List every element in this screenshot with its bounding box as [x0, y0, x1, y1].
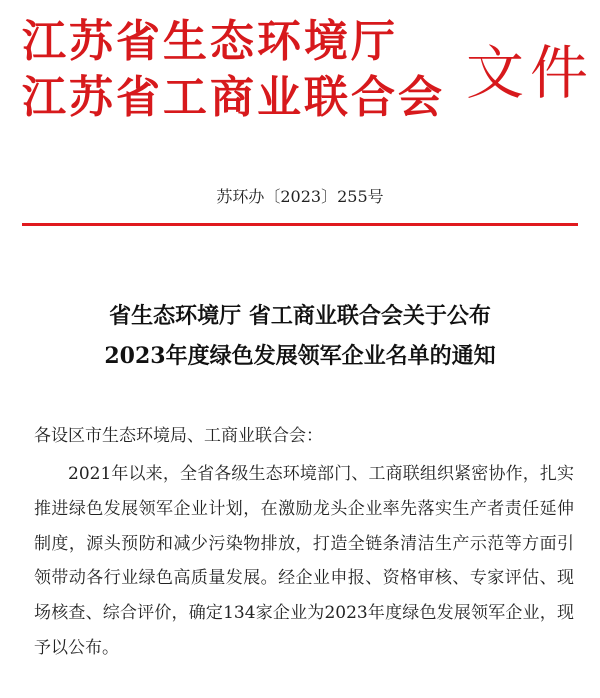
- document-word: 文件: [466, 39, 595, 107]
- salutation: 各设区市生态环境局、工商业联合会：: [34, 426, 323, 446]
- document-header: [22, 14, 595, 132]
- issuer-environment-dept: 江苏省生态环境厅: [22, 16, 398, 67]
- red-divider-line: [22, 223, 578, 226]
- document-number: 苏环办〔2023〕255号: [216, 187, 384, 206]
- issuer-names: [22, 14, 445, 126]
- title-line-1: 省生态环境厅 省工商业联合会关于公布: [109, 303, 491, 329]
- title-line-2: 2023年度绿色发展领军企业名单的通知: [104, 343, 496, 369]
- body-paragraph: 2021年以来，全省各级生态环境部门、工商联组织紧密协作，扎实推进绿色发展领军企业计划，在激励龙头企业率先落实生产者责任延伸制度，源头预防和减少污染物排放，打造全链条清洁生产示范等方面引领带动各行业绿色高质量发展。经企业申报、资格审核、专家评估、现场核查、综合评价，确定134家企业为2023年度绿色发展领军企业，现予以公布。: [34, 464, 574, 658]
- issuer-commerce-federation: 江苏省工商业联合会: [22, 72, 445, 123]
- body-text: [34, 457, 574, 666]
- notice-title: [0, 296, 600, 376]
